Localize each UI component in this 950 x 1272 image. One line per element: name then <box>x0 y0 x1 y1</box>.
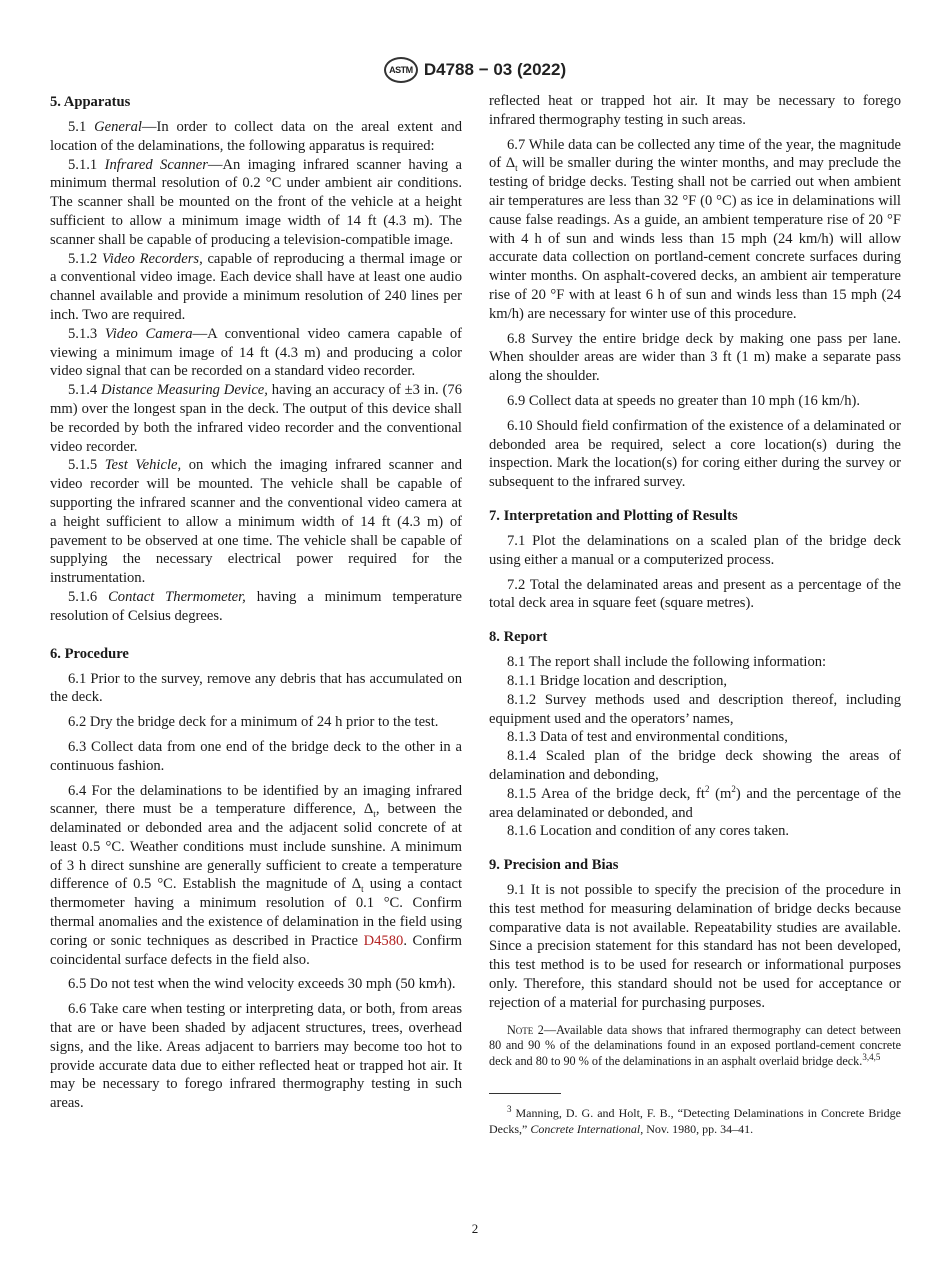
para-6-3: 6.3 Collect data from one end of the bridge deck to the other in a continuous fashion. <box>50 738 462 774</box>
para-8-1: 8.1 The report shall include the following information: <box>507 654 827 671</box>
para-6-4: 6.4 For the delaminations to be identified by an imaging infrared scanner, there must be a temperature difference, $\Delta_t$, between the delaminated or debonded area and the adjacent solid concrete of at least 0.5 °C. Weather conditions must include sunshine. A minimum of 3 h direct sunshine are generally sufficient to create a temperature difference of 0.5 °C. Establish the magnitude of $\Delta_t$ using a contact thermometer having a minimum resolution of 0.1 °C. Confirm thermal anomalies and the existence of delamination in the field using coring or sonic techniques as described in Practice D4580. Confirm coincidental surface defects in the field also. <box>50 782 462 968</box>
d4580-reference-link[interactable]: D4580 <box>363 932 404 949</box>
right-column <box>489 92 901 1137</box>
para-6-10: 6.10 Should field confirmation of the existence of a delaminated or debonded area be required, select a core location(s) during the inspection. Mark the location(s) for coring either during the survey or subsequent to the infrared survey. <box>489 417 901 491</box>
para-6-2: 6.2 Dry the bridge deck for a minimum of 24 h prior to the test. <box>68 714 439 731</box>
astm-logo: ASTM <box>384 57 418 83</box>
para-8-1-5: 8.1.5 Area of the bridge deck, $ft^2$ $(m^2)$ and the percentage of the area delaminated or debonded, and <box>489 783 901 821</box>
standard-designation: D4788 − 03 (2022) <box>423 60 567 79</box>
left-column <box>50 92 463 1112</box>
para-5-1: 5.1 General—In order to collect data on the areal extent and location of the delaminations, the following apparatus is required: <box>50 119 462 154</box>
para-6-8: 6.8 Survey the entire bridge deck by making one pass per lane. When shoulder areas are wider than 3 ft (1 m) make a separate pass along the shoulder. <box>489 330 901 385</box>
page-number: 2 <box>471 1221 479 1236</box>
para-6-6: 6.6 Take care when testing or interpreting data, or both, from areas that are or have been shaded by adjacent structures, trees, overhead signs, and the like. Areas adjacent to barriers may become too hot to provide accurate data due to either reflected heat or trapped hot air. It may be necessary to forego infrared thermography testing in such areas. <box>50 1001 462 1112</box>
para-6-6-continued: reflected heat or trapped hot air. It may be necessary to forego infrared thermography testing in such areas. <box>489 93 901 128</box>
para-7-1: 7.1 Plot the delaminations on a scaled plan of the bridge deck using either a manual or a computerized process. <box>489 532 901 568</box>
para-8-1-1: 8.1.1 Bridge location and description, <box>507 672 728 689</box>
page-header <box>0 56 950 84</box>
footnote-3: $^3$ Manning, D. G. and Holt, F. B., “Detecting Delaminations in Concrete Bridge Decks,” Concrete International, Nov. 1980, pp. 34–41. <box>489 1104 901 1136</box>
section-8-heading: 8. Report <box>489 629 548 646</box>
para-5-1-1: 5.1.1 Infrared Scanner—An imaging infrared scanner having a minimum thermal resolution of 0.2 °C under ambient air conditions. The scanner shall be mounted on the front of the vehicle at a height sufficient to allow a minimum image width of 14 ft (4.3 m). The scanner shall be capable of producing a television-compatible image. <box>50 156 462 248</box>
para-8-1-6: 8.1.6 Location and condition of any cores taken. <box>507 823 790 840</box>
section-6-heading: 6. Procedure <box>50 645 129 662</box>
para-5-1-2: 5.1.2 Video Recorders, capable of reproducing a thermal image or a conventional video image. Each device shall have at least one audio channel available and provide a minimum resolution of 240 lines per inch. Two are required. <box>50 250 462 323</box>
para-8-1-3: 8.1.3 Data of test and environmental conditions, <box>507 729 788 746</box>
para-6-1: 6.1 Prior to the survey, remove any debris that has accumulated on the deck. <box>50 670 462 706</box>
para-9-1: 9.1 It is not possible to specify the precision of the procedure in this test method for measuring delamination of bridge decks because comparative data is not available. Repeatability studies are available. Since a precision statement for this standard has not been developed, this test method is to be used for research or informational purposes only. Therefore, this standard should not be used for acceptance or rejection of a material for purchasing purposes. <box>489 882 901 1011</box>
para-6-7: 6.7 While data can be collected any time of the year, the magnitude of $\Delta_t$ will be smaller during the winter months, and may preclude the testing of bridge decks. Testing shall not be carried out when ambient air temperatures are less than 32 °F (0 °C) as ice in delaminations will cause false readings. As a guide, an ambient temperature rise of 20 °F with 4 h of sun and winds less than 15 mph (24 km/h) will allow accurate data collection on portland-cement concrete surfaces during winter months. On asphalt-covered decks, an ambient air temperature rise of 20 °F with at least 6 h of sun and winds less than 15 mph (24 km/h) are necessary for winter use of this procedure. <box>489 136 901 322</box>
section-5-heading: 5. Apparatus <box>50 94 131 110</box>
para-6-5: 6.5 Do not test when the wind velocity exceeds 30 mph (50 km⁄h). <box>68 976 456 993</box>
para-6-9: 6.9 Collect data at speeds no greater than 10 mph (16 km/h). <box>507 392 860 409</box>
section-7-heading: 7. Interpretation and Plotting of Results <box>489 507 738 524</box>
footnote-divider <box>489 1093 561 1094</box>
para-8-1-2: 8.1.2 Survey methods used and description thereof, including equipment used and the operators’ names, <box>489 691 901 727</box>
para-5-1-3: 5.1.3 Video Camera—A conventional video camera capable of viewing a minimum image of 14 ft (4.3 m) and producing a color video signal that can be recorded on a standard video recorder. <box>50 325 462 380</box>
para-8-1-4: 8.1.4 Scaled plan of the bridge deck showing the areas of delamination and debonding, <box>489 748 901 783</box>
note-2: Note 2—Available data shows that infrared thermography can detect between 80 and 90 % of the delaminations found in an exposed portland-cement concrete deck and 80 to 90 % of the delaminations in an asphalt overlaid bridge deck.$^{3,4,5}$ <box>489 1022 901 1068</box>
para-5-1-6: 5.1.6 Contact Thermometer, having a minimum temperature resolution of Celsius degrees. <box>50 588 463 624</box>
para-7-2: 7.2 Total the delaminated areas and present as a percentage of the total deck area in square feet (square metres). <box>489 576 901 612</box>
section-9-heading: 9. Precision and Bias <box>489 857 619 874</box>
para-5-1-5: 5.1.5 Test Vehicle, on which the imaging infrared scanner and video recorder will be mounted. The vehicle shall be capable of supporting the infrared scanner and the conventional video camera at a height sufficient to allow a minimum width of 14 ft (4.3 m) of pavement to be observed at one time. The vehicle shall be capable of supplying the necessary electrical power required for the instrumentation. <box>50 457 462 587</box>
para-5-1-4: 5.1.4 Distance Measuring Device, having an accuracy of ±3 in. (76 mm) over the longest span in the deck. The output of this device shall be recorded by both the infrared video recorder and the conventional video recorder. <box>50 382 462 455</box>
